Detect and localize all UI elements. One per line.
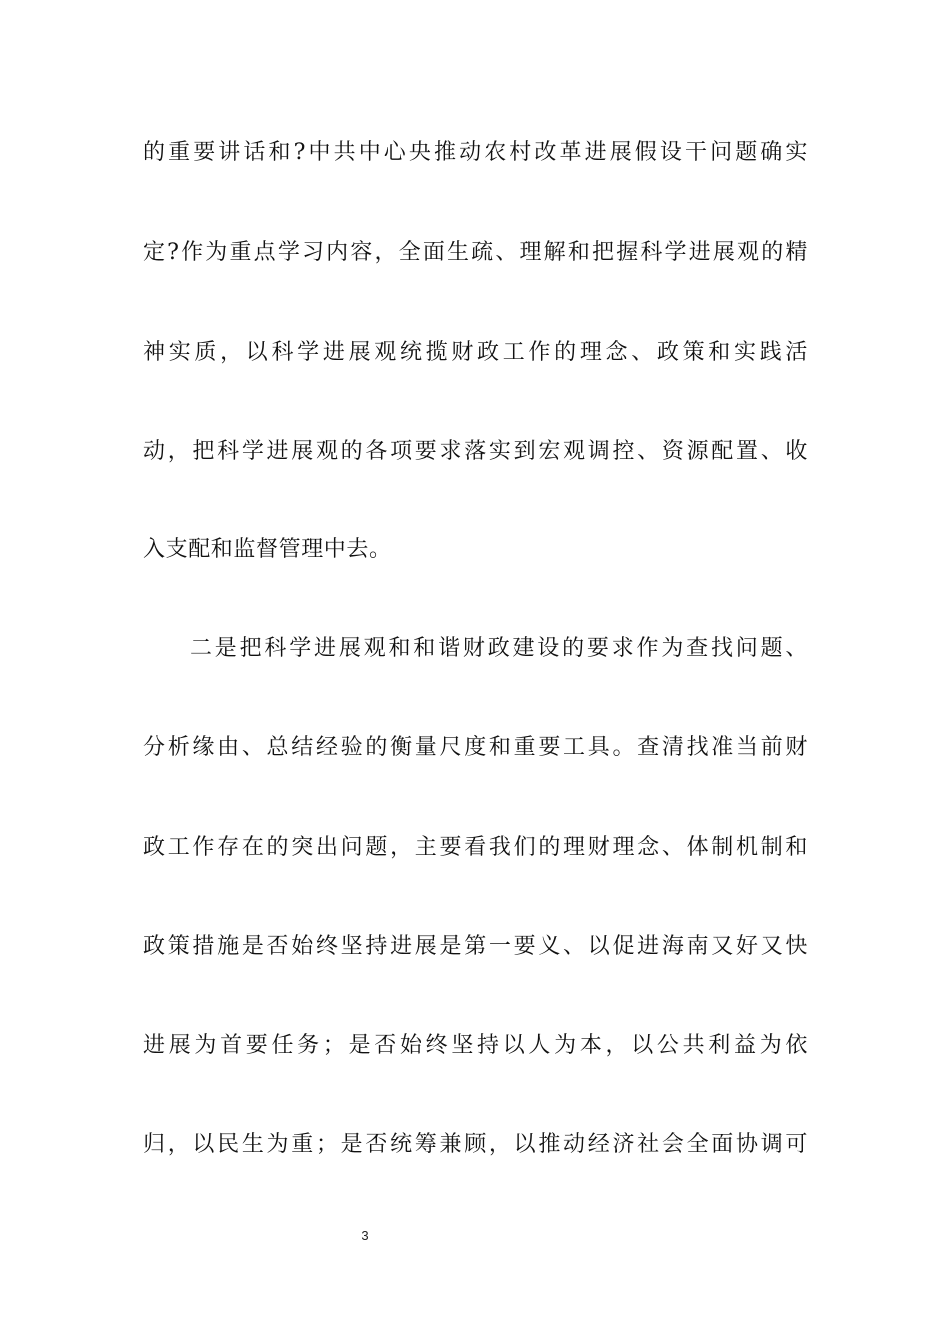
text-line-10: 进展为首要任务；是否始终坚持以人为本，以公共利益为依 <box>143 1033 808 1058</box>
text-line-1: 的重要讲话和?中共中心央推动农村改革进展假设干问题确实 <box>143 140 808 165</box>
text-line-6: 二是把科学进展观和和谐财政建设的要求作为查找问题、 <box>190 636 808 661</box>
text-line-9: 政策措施是否始终坚持进展是第一要义、以促进海南又好又快 <box>143 934 808 959</box>
text-line-8: 政工作存在的突出问题，主要看我们的理财理念、体制机制和 <box>143 835 808 860</box>
text-line-4: 动，把科学进展观的各项要求落实到宏观调控、资源配置、收 <box>143 439 808 464</box>
text-line-7: 分析缘由、总结经验的衡量尺度和重要工具。查清找准当前财 <box>143 735 808 760</box>
text-line-5: 入支配和监督管理中去。 <box>143 537 392 562</box>
text-line-11: 归，以民生为重；是否统筹兼顾，以推动经济社会全面协调可 <box>143 1132 808 1157</box>
text-line-3: 神实质，以科学进展观统揽财政工作的理念、政策和实践活 <box>143 340 808 365</box>
text-line-2: 定?作为重点学习内容，全面生疏、理解和把握科学进展观的精 <box>143 240 808 265</box>
page-number: 3 <box>361 1228 369 1243</box>
